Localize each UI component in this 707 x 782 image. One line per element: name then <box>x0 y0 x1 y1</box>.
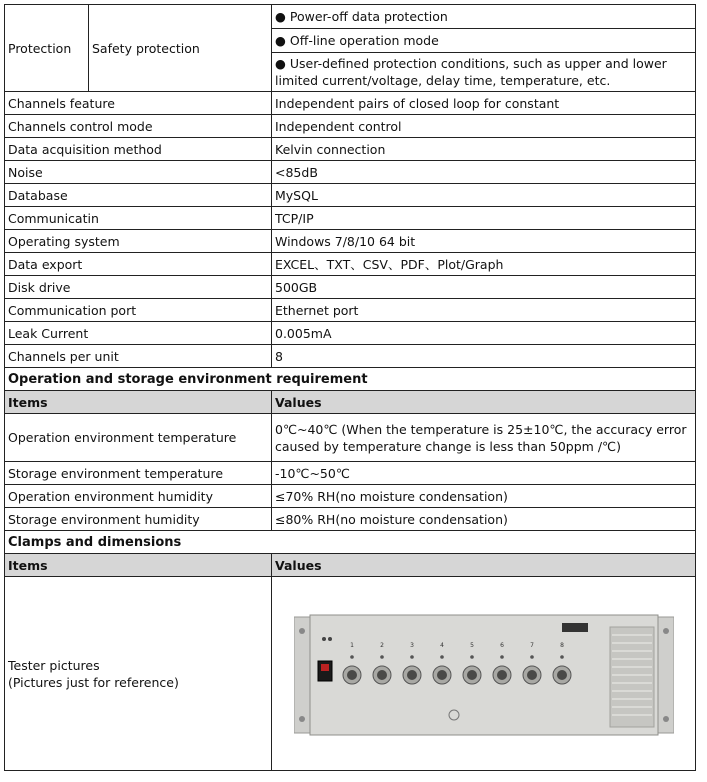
spec-label: Database <box>5 184 272 207</box>
power-switch-rocker <box>321 664 329 671</box>
channel-led <box>380 655 384 659</box>
channel-number-label: 7 <box>529 641 534 649</box>
column-header-values: Values <box>272 554 696 577</box>
channel-number-label: 4 <box>439 641 444 649</box>
channel-number-label: 8 <box>559 641 564 649</box>
section-title: Clamps and dimensions <box>5 531 696 554</box>
column-header-values: Values <box>272 391 696 414</box>
protection-item: ● Off-line operation mode <box>272 29 696 53</box>
channel-number-label: 1 <box>349 641 354 649</box>
protection-subcategory: Safety protection <box>89 5 272 92</box>
rack-ear-right <box>658 617 674 733</box>
spec-row <box>5 276 696 299</box>
spec-value: EXCEL、TXT、CSV、PDF、Plot/Graph <box>272 253 696 276</box>
spec-value: <85dB <box>272 161 696 184</box>
spec-value: 0.005mA <box>272 322 696 345</box>
front-panel <box>310 615 658 735</box>
env-row <box>5 414 696 462</box>
spec-value: TCP/IP <box>272 207 696 230</box>
rack-screw <box>663 716 669 722</box>
channel-led <box>560 655 564 659</box>
spec-row <box>5 115 696 138</box>
tester-device-image <box>294 609 674 739</box>
spec-label: Channels per unit <box>5 345 272 368</box>
spec-label: Channels feature <box>5 92 272 115</box>
spec-row <box>5 345 696 368</box>
column-header-items: Items <box>5 391 272 414</box>
channel-connector-socket <box>407 670 417 680</box>
channel-connector-socket <box>527 670 537 680</box>
channel-number-label: 3 <box>409 641 414 649</box>
spec-row <box>5 253 696 276</box>
protection-row <box>5 5 696 29</box>
channel-led <box>440 655 444 659</box>
section-title: Operation and storage environment requirement <box>5 368 696 391</box>
channel-connector-socket <box>377 670 387 680</box>
spec-label: Communicatin <box>5 207 272 230</box>
env-row <box>5 508 696 531</box>
channel-number-label: 2 <box>379 641 384 649</box>
spec-row <box>5 138 696 161</box>
channel-led <box>530 655 534 659</box>
spec-row <box>5 230 696 253</box>
spec-label: Data export <box>5 253 272 276</box>
picture-label-cell <box>5 577 272 771</box>
column-header-row <box>5 554 696 577</box>
env-value: ≤80% RH(no moisture condensation) <box>272 508 696 531</box>
channel-connector-socket <box>557 670 567 680</box>
spec-label: Data acquisition method <box>5 138 272 161</box>
spec-label: Operating system <box>5 230 272 253</box>
env-label: Operation environment humidity <box>5 485 272 508</box>
picture-note: (Pictures just for reference) <box>8 674 179 690</box>
env-label: Storage environment temperature <box>5 462 272 485</box>
protection-category: Protection <box>5 5 89 92</box>
channel-connector-socket <box>467 670 477 680</box>
channel-connector-socket <box>437 670 447 680</box>
vent-grille <box>610 627 654 727</box>
rack-screw <box>663 628 669 634</box>
env-value: 0℃~40℃ (When the temperature is 25±10℃, the accuracy error caused by temperature change is less than 50ppm /℃) <box>272 414 696 462</box>
channel-led <box>470 655 474 659</box>
channel-connector-socket <box>347 670 357 680</box>
env-value: -10℃~50℃ <box>272 462 696 485</box>
column-header-row <box>5 391 696 414</box>
spec-label: Leak Current <box>5 322 272 345</box>
spec-value: Ethernet port <box>272 299 696 322</box>
spec-row <box>5 299 696 322</box>
spec-value: Windows 7/8/10 64 bit <box>272 230 696 253</box>
env-value: ≤70% RH(no moisture condensation) <box>272 485 696 508</box>
spec-row <box>5 207 696 230</box>
env-label: Operation environment temperature <box>5 414 272 462</box>
rack-ear-left <box>294 617 310 733</box>
spec-value: 500GB <box>272 276 696 299</box>
spec-value: Independent pairs of closed loop for constant <box>272 92 696 115</box>
spec-value: 8 <box>272 345 696 368</box>
channel-led <box>350 655 354 659</box>
section-header-clamps <box>5 531 696 554</box>
brand-logo <box>562 623 588 632</box>
channel-led <box>410 655 414 659</box>
spec-value: MySQL <box>272 184 696 207</box>
channel-connector-socket <box>497 670 507 680</box>
column-header-items: Items <box>5 554 272 577</box>
spec-value: Kelvin connection <box>272 138 696 161</box>
picture-row <box>5 577 696 771</box>
env-row <box>5 485 696 508</box>
picture-cell <box>272 577 696 771</box>
spec-row <box>5 161 696 184</box>
spec-row <box>5 92 696 115</box>
spec-label: Disk drive <box>5 276 272 299</box>
env-row <box>5 462 696 485</box>
spec-label: Channels control mode <box>5 115 272 138</box>
spec-row <box>5 184 696 207</box>
rack-screw <box>299 716 305 722</box>
specification-table <box>4 4 696 771</box>
section-header-environment <box>5 368 696 391</box>
status-led <box>328 637 332 641</box>
picture-label: Tester pictures <box>8 657 100 673</box>
spec-label: Communication port <box>5 299 272 322</box>
protection-item: ● User-defined protection conditions, such as upper and lower limited current/voltage, delay time, temperature, etc. <box>272 53 696 92</box>
channel-number-label: 6 <box>499 641 504 649</box>
channel-number-label: 5 <box>469 641 474 649</box>
rack-screw <box>299 628 305 634</box>
status-led <box>322 637 326 641</box>
spec-row <box>5 322 696 345</box>
env-label: Storage environment humidity <box>5 508 272 531</box>
spec-value: Independent control <box>272 115 696 138</box>
protection-item: ● Power-off data protection <box>272 5 696 29</box>
channel-led <box>500 655 504 659</box>
spec-label: Noise <box>5 161 272 184</box>
